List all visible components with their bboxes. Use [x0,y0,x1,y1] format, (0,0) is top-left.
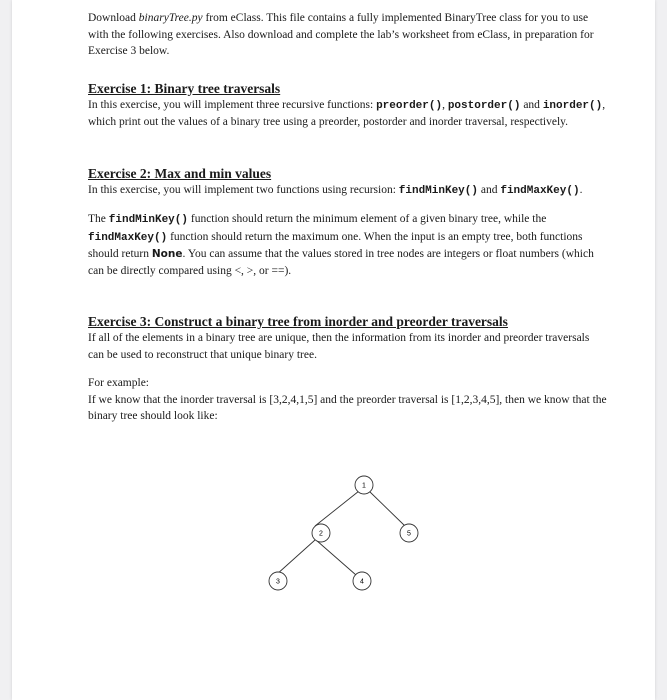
exercise-1-heading: Exercise 1: Binary tree traversals [88,80,281,96]
svg-text:4: 4 [360,578,364,586]
svg-text:3: 3 [276,578,280,586]
tree-node-1 [355,476,373,494]
code-postorder: postorder() [447,99,521,112]
filename: binaryTree.py [138,12,203,24]
tree-node-2 [312,524,330,542]
tree-node-3 [269,572,287,590]
exercise-2-body-1: In this exercise, you will implement two functions using recursion: findMinKey() and findMaxKey(). [88,183,583,197]
tree-node-5 [400,524,418,542]
edge-2-3 [276,540,315,575]
svg-text:5: 5 [407,530,411,538]
code-preorder: preorder() [376,99,443,112]
code-findmaxkey: findMaxKey() [500,184,580,197]
example-text: If we know that the inorder traversal is [3,2,4,1,5] and the preorder traversal is [1,2,3,4,5], then we know that the binary tree should look like: [88,393,607,422]
code-findmaxkey-2: findMaxKey() [88,231,168,244]
code-findminkey: findMinKey() [398,184,478,197]
tree-node-4 [353,572,371,590]
edge-1-2 [315,491,359,526]
intro-paragraph: Download binaryTree.py from eClass. This file contains a fully implemented BinaryTree class for you to use with the following exercises. Also download and complete the lab’s worksheet from eClass, in preparation for Exercise 3 below. [88,12,594,57]
edge-2-4 [316,540,356,575]
svg-text:1: 1 [362,482,366,490]
code-none: None [151,248,183,260]
svg-text:2: 2 [319,530,323,538]
code-findminkey-2: findMinKey() [108,214,188,226]
exercise-3-body: If all of the elements in a binary tree are unique, then the information from its inorder and preorder traversals can be used to reconstruct that unique binary tree. [88,332,590,361]
code-inorder: inorder() [542,99,603,112]
document-content [88,10,608,425]
document-page [12,0,655,700]
exercise-1-body: In this exercise, you will implement three recursive functions: preorder(), postorder() and inorder(), which print out the values of a binary tree using a preorder, postorder and inorder traversal, respectively. [88,98,606,128]
exercise-3-heading: Exercise 3: Construct a binary tree from inorder and preorder traversals [88,314,508,329]
binary-tree-diagram [252,468,432,598]
edge-1-5 [369,491,405,526]
exercise-2-heading: Exercise 2: Max and min values [88,165,272,181]
example-label: For example: [88,377,149,389]
exercise-2-body-2: The findMinKey() function should return the minimum element of a given binary tree, while the findMaxKey() function should return the maximum one. When the input is an empty tree, both functions should return None. You can assume that the values stored in tree nodes are integers or float numbers (which can be directly compared using <, >, or ==). [88,213,594,277]
